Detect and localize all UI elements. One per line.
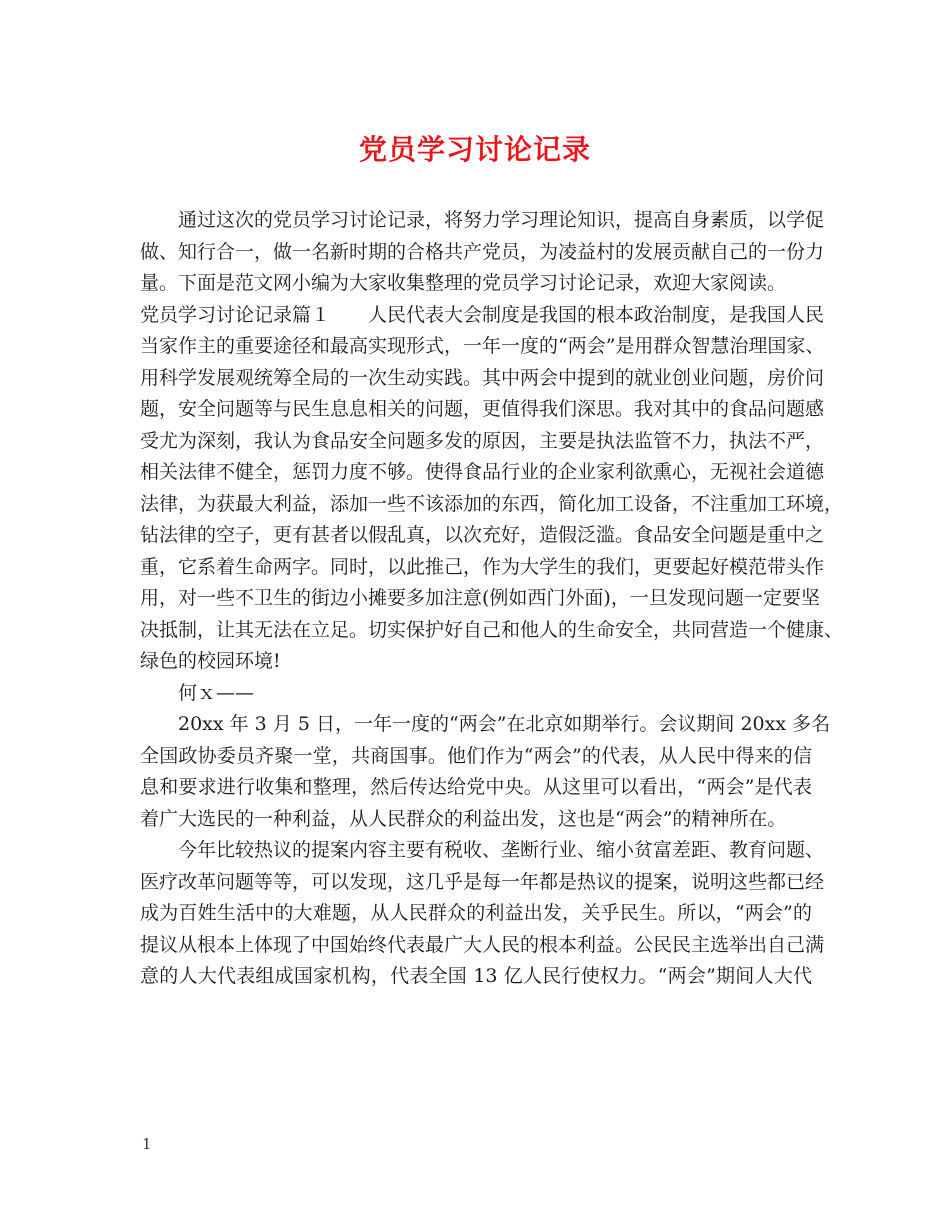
text-line: 做、知行合一，做一名新时期的合格共产党员，为凌益村的发展贡献自己的一份力 [140, 240, 825, 263]
text-line: 全国政协委员齐聚一堂，共商国事。他们作为“两会”的代表，从人民中得来的信 [140, 744, 812, 767]
text-line: 当家作主的重要途径和最高实现形式，一年一度的“两会”是用群众智慧治理国家、 [140, 335, 825, 357]
text-line: 用科学发展观统筹全局的一次生动实践。其中两会中提到的就业创业问题，房价问 [140, 366, 825, 389]
text-line: 意的人大代表组成国家机构，代表全国 13 亿人民行使权力。“两会”期间人大代 [140, 965, 812, 987]
text-line: 息和要求进行收集和整理，然后传达给党中央。从这里可以看出，“两会”是代表 [140, 776, 812, 798]
text-line: 用，对一些不卫生的街边小摊要多加注意(例如西门外面)，一旦发现问题一定要坚 [140, 587, 820, 609]
text-line: 医疗改革问题等等，可以发现，这几乎是每一年都是热议的提案，说明这些都已经 [140, 870, 825, 893]
text-line: 着广大选民的一种利益，从人民群众的利益出发，这也是“两会”的精神所在。 [140, 807, 787, 830]
text-line: 重，它系着生命两字。同时，以此推己，作为大学生的我们，更要起好模范带头作 [140, 555, 825, 578]
text-line: 绿色的校园环境! [140, 650, 281, 672]
text-line: 提议从根本上体现了中国始终代表最广大人民的根本利益。公民民主选举出自己满 [140, 933, 825, 956]
text-line: 受尤为深刻，我认为食品安全问题多发的原因，主要是执法监管不力，执法不严， [140, 429, 825, 452]
document-title: 党员学习讨论记录 [358, 133, 591, 166]
text-line: 题，安全问题等与民生息息相关的问题，更值得我们深思。我对其中的食品问题感 [140, 398, 825, 420]
document-body [140, 205, 844, 993]
text-line: 何ｘ—— [178, 681, 255, 704]
text-line: 相关法律不健全，惩罚力度不够。使得食品行业的企业家利欲熏心，无视社会道德 [140, 461, 825, 483]
text-line: 成为百姓生活中的大难题，从人民群众的利益出发，关乎民生。所以，“两会”的 [140, 902, 812, 924]
text-line: 通过这次的党员学习讨论记录，将努力学习理论知识，提高自身素质，以学促 [178, 209, 825, 231]
text-line: 法律，为获最大利益，添加一些不该添加的东西，简化加工设备，不注重加工环境， [140, 492, 844, 515]
text-line: 钻法律的空子，更有甚者以假乱真，以次充好，造假泛滥。食品安全问题是重中之 [140, 524, 825, 546]
text-line: 决抵制，让其无法在立足。切实保护好自己和他人的生命安全，共同营造一个健康、 [140, 618, 844, 641]
text-line: 20xx 年 3 月 5 日，一年一度的“两会”在北京如期举行。会议期间 20xx 多名 [178, 713, 831, 735]
text-line: 量。下面是范文网小编为大家收集整理的党员学习讨论记录，欢迎大家阅读。 [140, 272, 787, 294]
text-line: 党员学习讨论记录篇１ 人民代表大会制度是我国的根本政治制度，是我国人民 [140, 303, 825, 326]
page-number: 1 [142, 1135, 152, 1153]
text-line: 今年比较热议的提案内容主要有税收、垄断行业、缩小贫富差距、教育问题、 [178, 839, 825, 861]
